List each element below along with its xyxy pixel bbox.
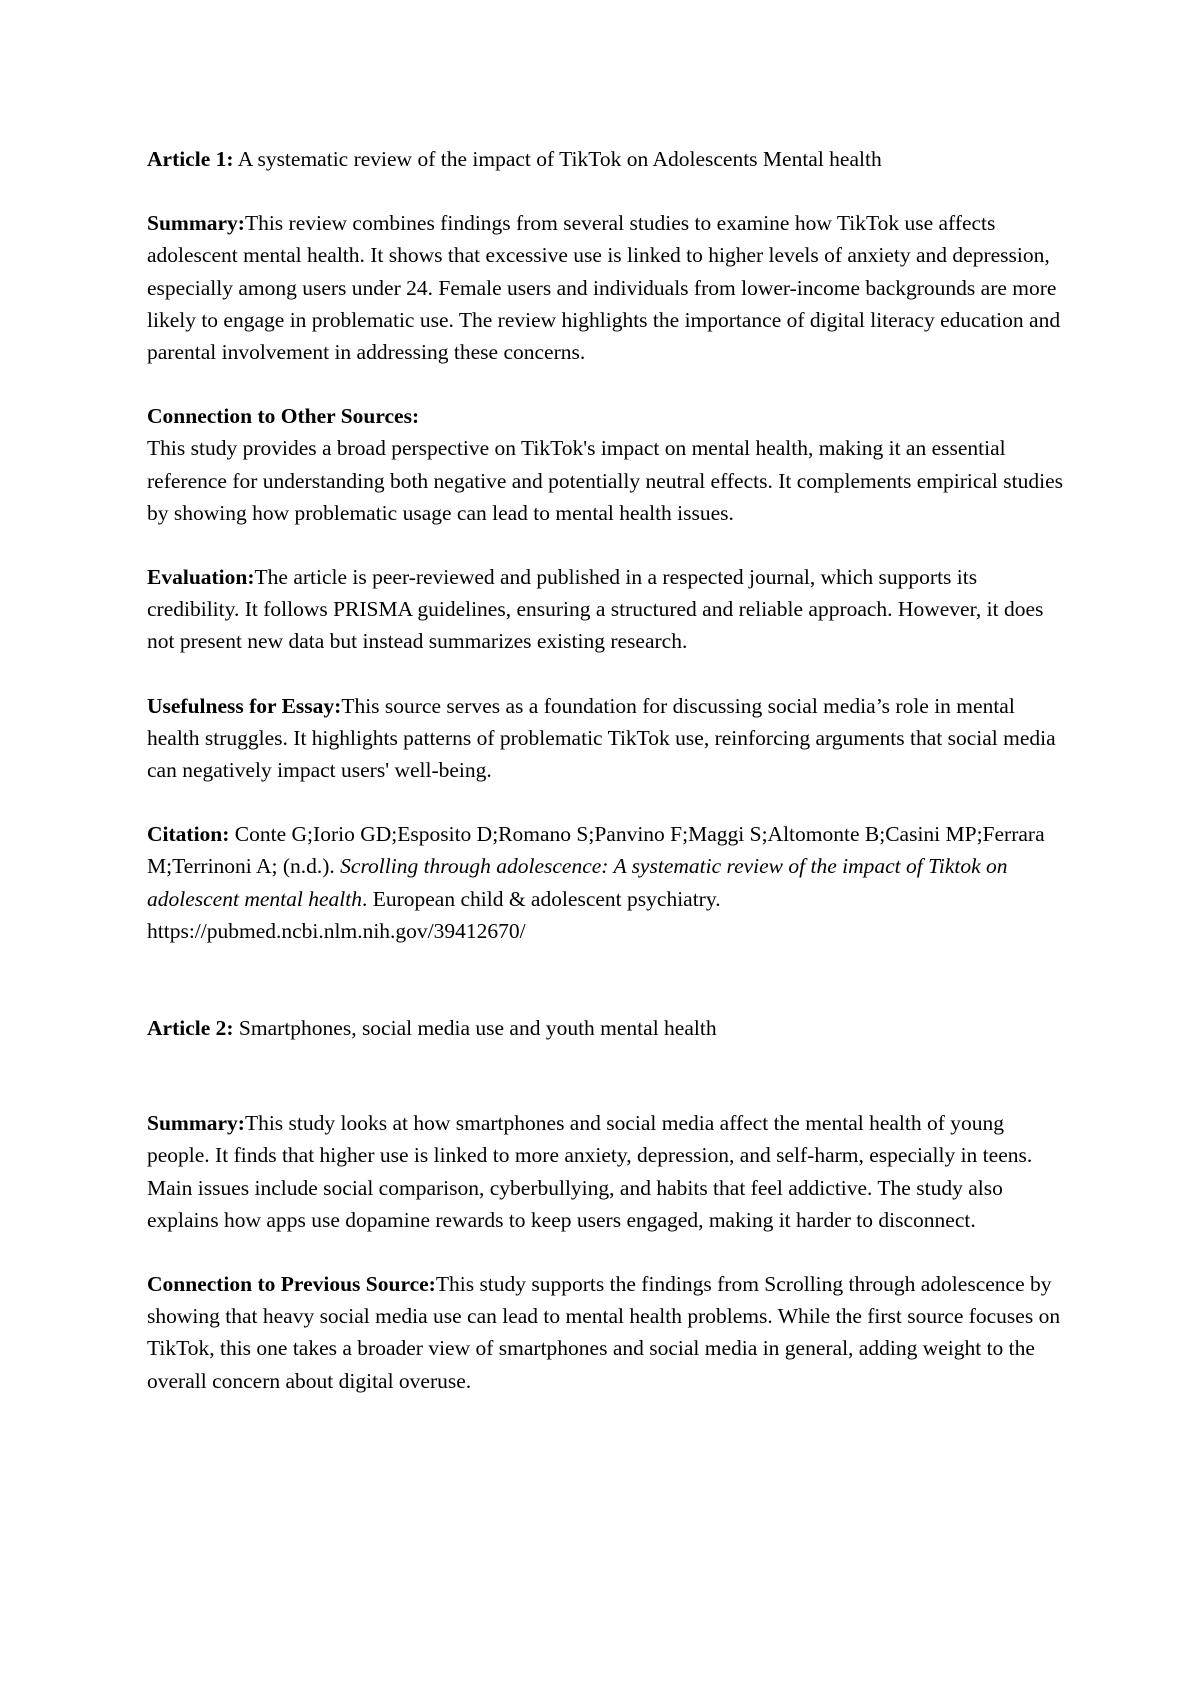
citation-title: Scrolling through adolescence: A systematic review of the impact of Tiktok on adolescent mental health	[147, 854, 1008, 911]
summary-text: This study looks at how smartphones and social media affect the mental health of young people. It finds that higher use is linked to more anxiety, depression, and self-harm, especially in teens. Main issues include social comparison, cyberbullying, and habits that feel addictive. The study also explains how apps use dopamine rewards to keep users engaged, making it harder to disconnect.	[147, 1111, 1033, 1232]
article-1-evaluation	[147, 561, 1067, 658]
article-1-heading	[147, 143, 1067, 175]
article-2-title: Smartphones, social media use and youth mental health	[233, 1016, 717, 1041]
article-2-label: Article 2:	[147, 1016, 234, 1041]
article-1-usefulness	[147, 690, 1067, 787]
citation-journal: . European child & adolescent psychiatry.	[361, 886, 721, 911]
citation-url: https://pubmed.ncbi.nlm.nih.gov/39412670/	[147, 918, 526, 943]
summary-label: Summary:	[147, 211, 245, 236]
citation-authors: Conte G;Iorio GD;Esposito D;Romano S;Panvino F;Maggi S;Altomonte B;Casini MP;Ferrara M;Terrinoni A; (n.d.).	[147, 822, 1045, 879]
evaluation-text: The article is peer-reviewed and published in a respected journal, which supports its credibility. It follows PRISMA guidelines, ensuring a structured and reliable approach. However, it does not present new data but instead summarizes existing research.	[147, 565, 1044, 654]
article-1-title: A systematic review of the impact of TikTok on Adolescents Mental health	[233, 147, 882, 171]
summary-label: Summary:	[147, 1111, 245, 1136]
connection-text: This study supports the findings from Scrolling through adolescence by showing that heavy social media use can lead to mental health problems. While the first source focuses on TikTok, this one takes a broader view of smartphones and social media in general, adding weight to the overall concern about digital overuse.	[147, 1272, 1061, 1393]
document-body	[147, 143, 1067, 1397]
connection-label: Connection to Other Sources:	[147, 404, 420, 429]
article-1-summary	[147, 207, 1067, 368]
article-2-heading	[147, 1012, 1067, 1044]
usefulness-label: Usefulness for Essay:	[147, 693, 342, 718]
article-1-citation	[147, 818, 1067, 947]
article-1-connection-heading	[147, 400, 1067, 432]
summary-text: This review combines findings from several studies to examine how TikTok use affects adolescent mental health. It shows that excessive use is linked to higher levels of anxiety and depression, especially among users under 24. Female users and individuals from lower-income backgrounds are more likely to engage in problematic use. The review highlights the importance of digital literacy education and parental involvement in addressing these concerns.	[147, 211, 1061, 365]
connection-label: Connection to Previous Source:	[147, 1272, 436, 1297]
article-1-label: Article 1:	[147, 147, 234, 171]
evaluation-label: Evaluation:	[147, 565, 255, 590]
citation-label: Citation:	[147, 822, 230, 847]
article-2-summary	[147, 1107, 1067, 1236]
article-2-connection	[147, 1268, 1067, 1397]
article-1-connection-text: This study provides a broad perspective on TikTok's impact on mental health, making it an essential reference for understanding both negative and potentially neutral effects. It complements empirical studies by showing how problematic usage can lead to mental health issues.	[147, 436, 1064, 525]
usefulness-text: This source serves as a foundation for discussing social media’s role in mental health struggles. It highlights patterns of problematic TikTok use, reinforcing arguments that social media can negatively impact users' well-being.	[147, 693, 1056, 783]
